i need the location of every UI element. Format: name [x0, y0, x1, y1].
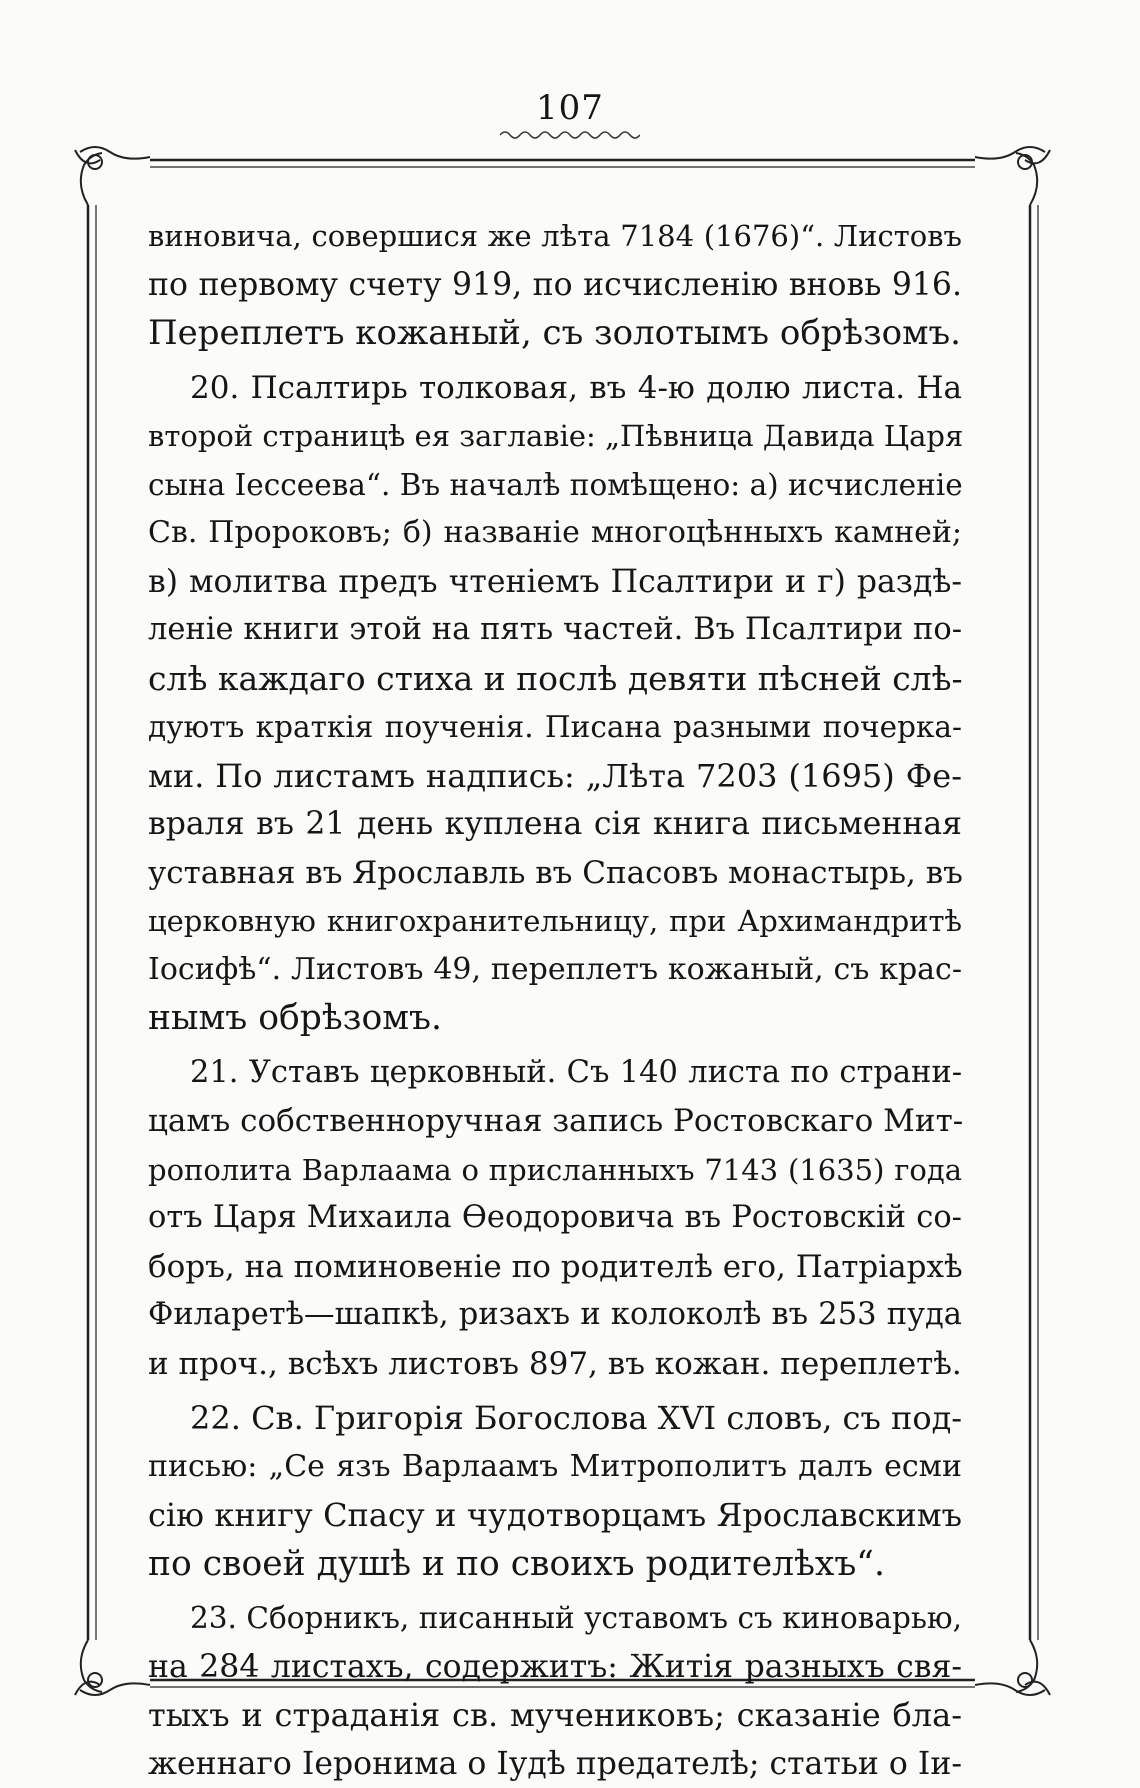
text-line: Св. Пророковъ; б) названіе многоцѣнныхъ камней;: [148, 509, 962, 558]
text-line: враля въ 21 день куплена сія книга письменная: [148, 800, 962, 849]
paragraph-first-line: 21. Уставъ церковный. Съ 140 листа по страни-: [148, 1049, 962, 1098]
text-line: уставная въ Ярославль въ Спасовъ монастырь, въ: [148, 849, 962, 898]
text-line: рополита Варлаама о присланныхъ 7143 (1635) года: [148, 1146, 962, 1195]
text-line: Переплетъ кожаный, съ золотымъ обрѣзомъ.: [148, 309, 962, 358]
text-line: в) молитва предъ чтеніемъ Псалтири и г) раздѣ-: [148, 558, 962, 607]
text-line: боръ, на поминовеніе по родителѣ его, Патріархѣ: [148, 1243, 962, 1292]
text-line: Іосифѣ“. Листовъ 49, переплетъ кожаный, съ крас-: [148, 946, 962, 995]
text-line: женнаго Іеронима о Іудѣ предателѣ; статьи о Іи-: [148, 1740, 962, 1788]
text-line: дуютъ краткія поученія. Писана разными почерка-: [148, 703, 962, 752]
paragraph-first-line: 23. Сборникъ, писанный уставомъ съ киноварью,: [148, 1594, 962, 1643]
text-line: тыхъ и страданія св. мучениковъ; сказаніе бла-: [148, 1691, 962, 1740]
text-line: сію книгу Спасу и чудотворцамъ Ярославскимъ: [148, 1491, 962, 1540]
paragraph-first-line: 20. Псалтирь толковая, въ 4-ю долю листа. На: [148, 364, 962, 413]
text-line: церковную книгохранительницу, при Архимандритѣ: [148, 897, 962, 946]
text-line: виновича, совершися же лѣта 7184 (1676)“. Листовъ: [148, 212, 962, 261]
text-line: ми. По листамъ надпись: „Лѣта 7203 (1695) Фе-: [148, 752, 962, 801]
body-text: [148, 212, 962, 1788]
text-line: второй страницѣ ея заглавіе: „Пѣвница Давида Царя: [148, 412, 962, 461]
text-line: Филаретѣ—шапкѣ, ризахъ и колоколѣ въ 253 пуда: [148, 1291, 962, 1340]
text-line: и проч., всѣхъ листовъ 897, въ кожан. переплетѣ.: [148, 1340, 962, 1389]
text-line: нымъ обрѣзомъ.: [148, 994, 962, 1043]
page-number: 107: [0, 88, 1140, 128]
text-line: слѣ каждаго стиха и послѣ девяти пѣсней слѣ-: [148, 655, 962, 704]
text-line: отъ Царя Михаила Өеодоровича въ Ростовскій со-: [148, 1194, 962, 1243]
text-line: по первому счету 919, по исчисленію вновь 916.: [148, 261, 962, 310]
paragraph-first-line: 22. Св. Григорія Богослова XVI словъ, съ под-: [148, 1394, 962, 1443]
text-line: на 284 листахъ, содержитъ: Житія разныхъ свя-: [148, 1643, 962, 1692]
text-line: сына Іессеева“. Въ началѣ помѣщено: а) исчисленіе: [148, 461, 962, 510]
text-line: леніе книги этой на пять частей. Въ Псалтири по-: [148, 606, 962, 655]
text-line: писью: „Се язъ Варлаамъ Митрополитъ далъ есми: [148, 1443, 962, 1492]
text-line: по своей душѣ и по своихъ родителѣхъ“.: [148, 1540, 962, 1589]
text-line: цамъ собственноручная запись Ростовскаго Мит-: [148, 1097, 962, 1146]
